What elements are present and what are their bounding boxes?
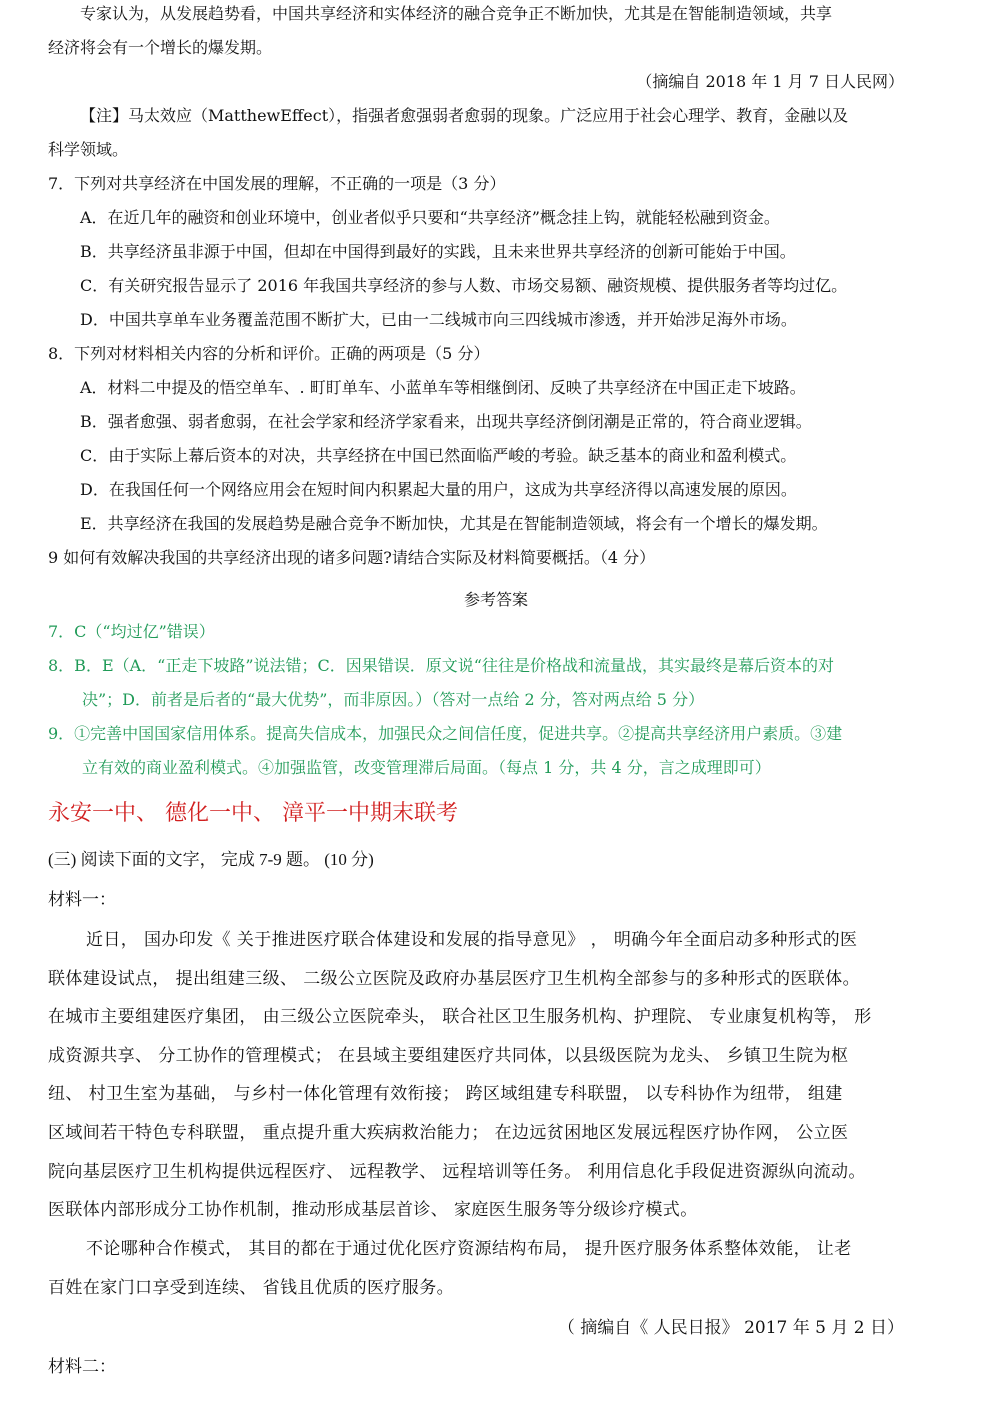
answer-8-line: 8．B．E（A．“正走下坡路”说法错；C．因果错误．原文说“往往是价格战和流量战，其实最终是幕后资本的对 bbox=[48, 656, 834, 675]
answer-9-line: 立有效的商业盈利模式。④加强监管，改变管理滞后局面。（每点 1 分，共 4 分，言之成理即可） bbox=[82, 758, 771, 777]
material-1-line: 院向基层医疗卫生机构提供远程医疗、 远程教学、 远程培训等任务。 利用信息化手段促进资源纵向流动。 bbox=[48, 1162, 866, 1182]
question-8-option-b: B．强者愈强、弱者愈弱，在社会学家和经济学家看来，出现共享经济倒闭潮是正常的，符合商业逻辑。 bbox=[80, 412, 812, 431]
source-citation: （摘编自 2018 年 1 月 7 日人民网） bbox=[636, 72, 904, 91]
material-1-line: 成资源共享、 分工协作的管理模式； 在县域主要组建医疗共同体，以县级医院为龙头、 乡镇卫生院为枢 bbox=[48, 1046, 849, 1066]
question-8-option-c: C．由于实际上幕后资本的对决，共享经挤在中国已然面临严峻的考验。缺乏基本的商业和盈利模式。 bbox=[80, 446, 797, 465]
question-7-option-a: A．在近几年的融资和创业环境中，创业者似乎只要和“共享经济”概念挂上钩，就能轻松融到资金。 bbox=[80, 208, 780, 227]
material-1-line: 纽、 村卫生室为基础， 与乡村一体化管理有效衔接； 跨区域组建专科联盟， 以专科协作为纽带， 组建 bbox=[48, 1084, 843, 1104]
question-9-stem: 9 如何有效解决我国的共享经济出现的诸多问题?请结合实际及材料简要概括。（4 分） bbox=[48, 548, 656, 567]
note-line: 科学领域。 bbox=[48, 140, 129, 159]
material-1-line: 在城市主要组建医疗集团， 由三级公立医院牵头， 联合社区卫生服务机构、护理院、 专业康复机构等， 形 bbox=[48, 1007, 872, 1027]
paragraph-line: 专家认为，从发展趋势看，中国共享经济和实体经济的融合竞争正不断加快，尤其是在智能制造领域，共享 bbox=[80, 4, 833, 23]
material-1-line: 百姓在家门口享受到连续、 省钱且优质的医疗服务。 bbox=[48, 1278, 455, 1298]
material-1-line: 不论哪种合作模式， 其目的都在于通过优化医疗资源结构布局， 提升医疗服务体系整体效能， 让老 bbox=[86, 1239, 852, 1259]
question-7-option-c: C．有关研究报告显示了 2016 年我国共享经济的参与人数、市场交易额、融资规模、提供服务者等均过亿。 bbox=[80, 276, 848, 295]
answer-9-line: 9．①完善中国国家信用体系。提高失信成本，加强民众之间信任度，促进共享。②提高共享经济用户素质。③建 bbox=[48, 724, 843, 743]
material-1-line: 联体建设试点， 提出组建三级、 二级公立医院及政府办基层医疗卫生机构全部参与的多种形式的医联体。 bbox=[48, 969, 861, 989]
question-7-option-b: B．共享经济虽非源于中国，但却在中国得到最好的实践，且未来世界共享经济的创新可能始于中国。 bbox=[80, 242, 796, 261]
material-1-label: 材料一： bbox=[48, 890, 116, 910]
note-line: 【注】马太效应（MatthewEffect），指强者愈强弱者愈弱的现象。广泛应用于社会心理学、教育，金融以及 bbox=[80, 106, 849, 125]
answers-heading: 参考答案 bbox=[463, 590, 528, 609]
answer-7: 7．C（“均过亿”错误） bbox=[48, 622, 215, 641]
material-1-line: 医联体内部形成分工协作机制，推动形成基层首诊、 家庭医生服务等分级诊疗模式。 bbox=[48, 1200, 698, 1220]
question-7-stem: 7．下列对共享经济在中国发展的理解，不正确的一项是（3 分） bbox=[48, 174, 506, 193]
answer-8-line: 决”；D．前者是后者的“最大优势”，而非原因。）（答对一点给 2 分，答对两点给 5 分） bbox=[82, 690, 705, 709]
section-header: (三) 阅读下面的文字， 完成 7-9 题。 (10 分) bbox=[48, 850, 374, 869]
question-8-option-a: A．材料二中提及的悟空单车、. 町盯单车、小蓝单车等相继倒闭、反映了共享经济在中国正走下坡路。 bbox=[80, 378, 806, 397]
paragraph-line: 经济将会有一个增长的爆发期。 bbox=[48, 38, 273, 57]
material-1-line: 区域间若干特色专科联盟， 重点提升重大疾病救治能力； 在边远贫困地区发展远程医疗协作网， 公立医 bbox=[48, 1123, 849, 1143]
material-2-label: 材料二： bbox=[48, 1357, 116, 1377]
question-7-option-d: D．中国共享单车业务覆盖范围不断扩大，已由一二线城市向三四线城市渗透，并开始涉足海外市场。 bbox=[80, 310, 797, 329]
exam-title: 永安一中、 德化一中、 漳平一中期末联考 bbox=[48, 801, 458, 826]
material-1-line: 近日， 国办印发《 关于推进医疗联合体建设和发展的指导意见》 ， 明确今年全面启动多种形式的医 bbox=[86, 930, 858, 950]
question-8-stem: 8．下列对材料相关内容的分析和评价。正确的两项是（5 分） bbox=[48, 344, 490, 363]
question-8-option-e: E．共享经济在我国的发展趋势是融合竞争不断加快，尤其是在智能制造领域，将会有一个增长的爆发期。 bbox=[80, 514, 828, 533]
source-citation: （ 摘编自《 人民日报》 2017 年 5 月 2 日） bbox=[557, 1318, 904, 1338]
question-8-option-d: D．在我国任何一个网络应用会在短时间内积累起大量的用户，这成为共享经济得以高速发展的原因。 bbox=[80, 480, 797, 499]
